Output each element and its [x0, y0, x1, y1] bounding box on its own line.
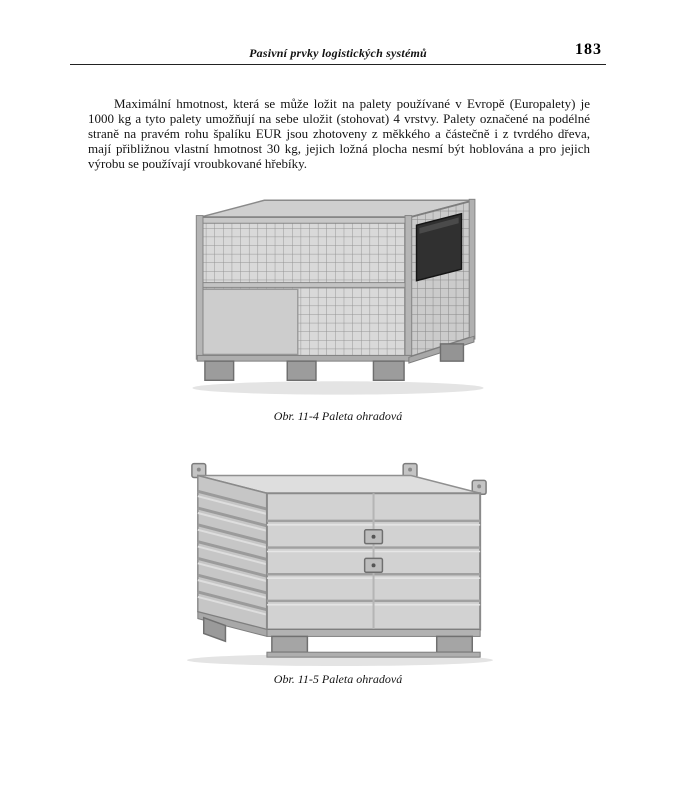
figure-11-5-caption: Obr. 11-5 Paleta ohradová — [273, 672, 403, 686]
front-solid-panel — [202, 289, 298, 354]
steel-box-pallet-photo — [170, 436, 506, 668]
running-header-title: Pasivní prvky logistických systémů — [249, 46, 427, 60]
label-plate — [417, 214, 462, 281]
mesh-cage-box-pallet-photo — [180, 166, 496, 404]
page-number: 183 — [575, 41, 602, 58]
body-paragraph: Maximální hmotnost, která se může ložit na palety používané v Evropě (Europalety) je 1000 kg a tyto palety umožňují na sebe uložit (stohovat) 4 vrstvy. Palety označené na podélné straně na pravém rohu špalíku EUR jsou zhotoveny z měkkého a částečně i z tvrdého dřeva, mají přibližnou vlastní hmotnost 30 kg, jejich ložná plocha nesmí být hoblována a pro jejich výrobu se používají vroubkované hřebíky. — [88, 96, 590, 171]
header-rule — [70, 64, 606, 65]
corrugated-left-side — [198, 475, 267, 629]
floor-shadow — [192, 381, 483, 394]
figure-11-4 — [0, 166, 676, 404]
figure-11-4-caption: Obr. 11-4 Paleta ohradová — [273, 409, 403, 423]
figure-11-5 — [0, 436, 676, 668]
